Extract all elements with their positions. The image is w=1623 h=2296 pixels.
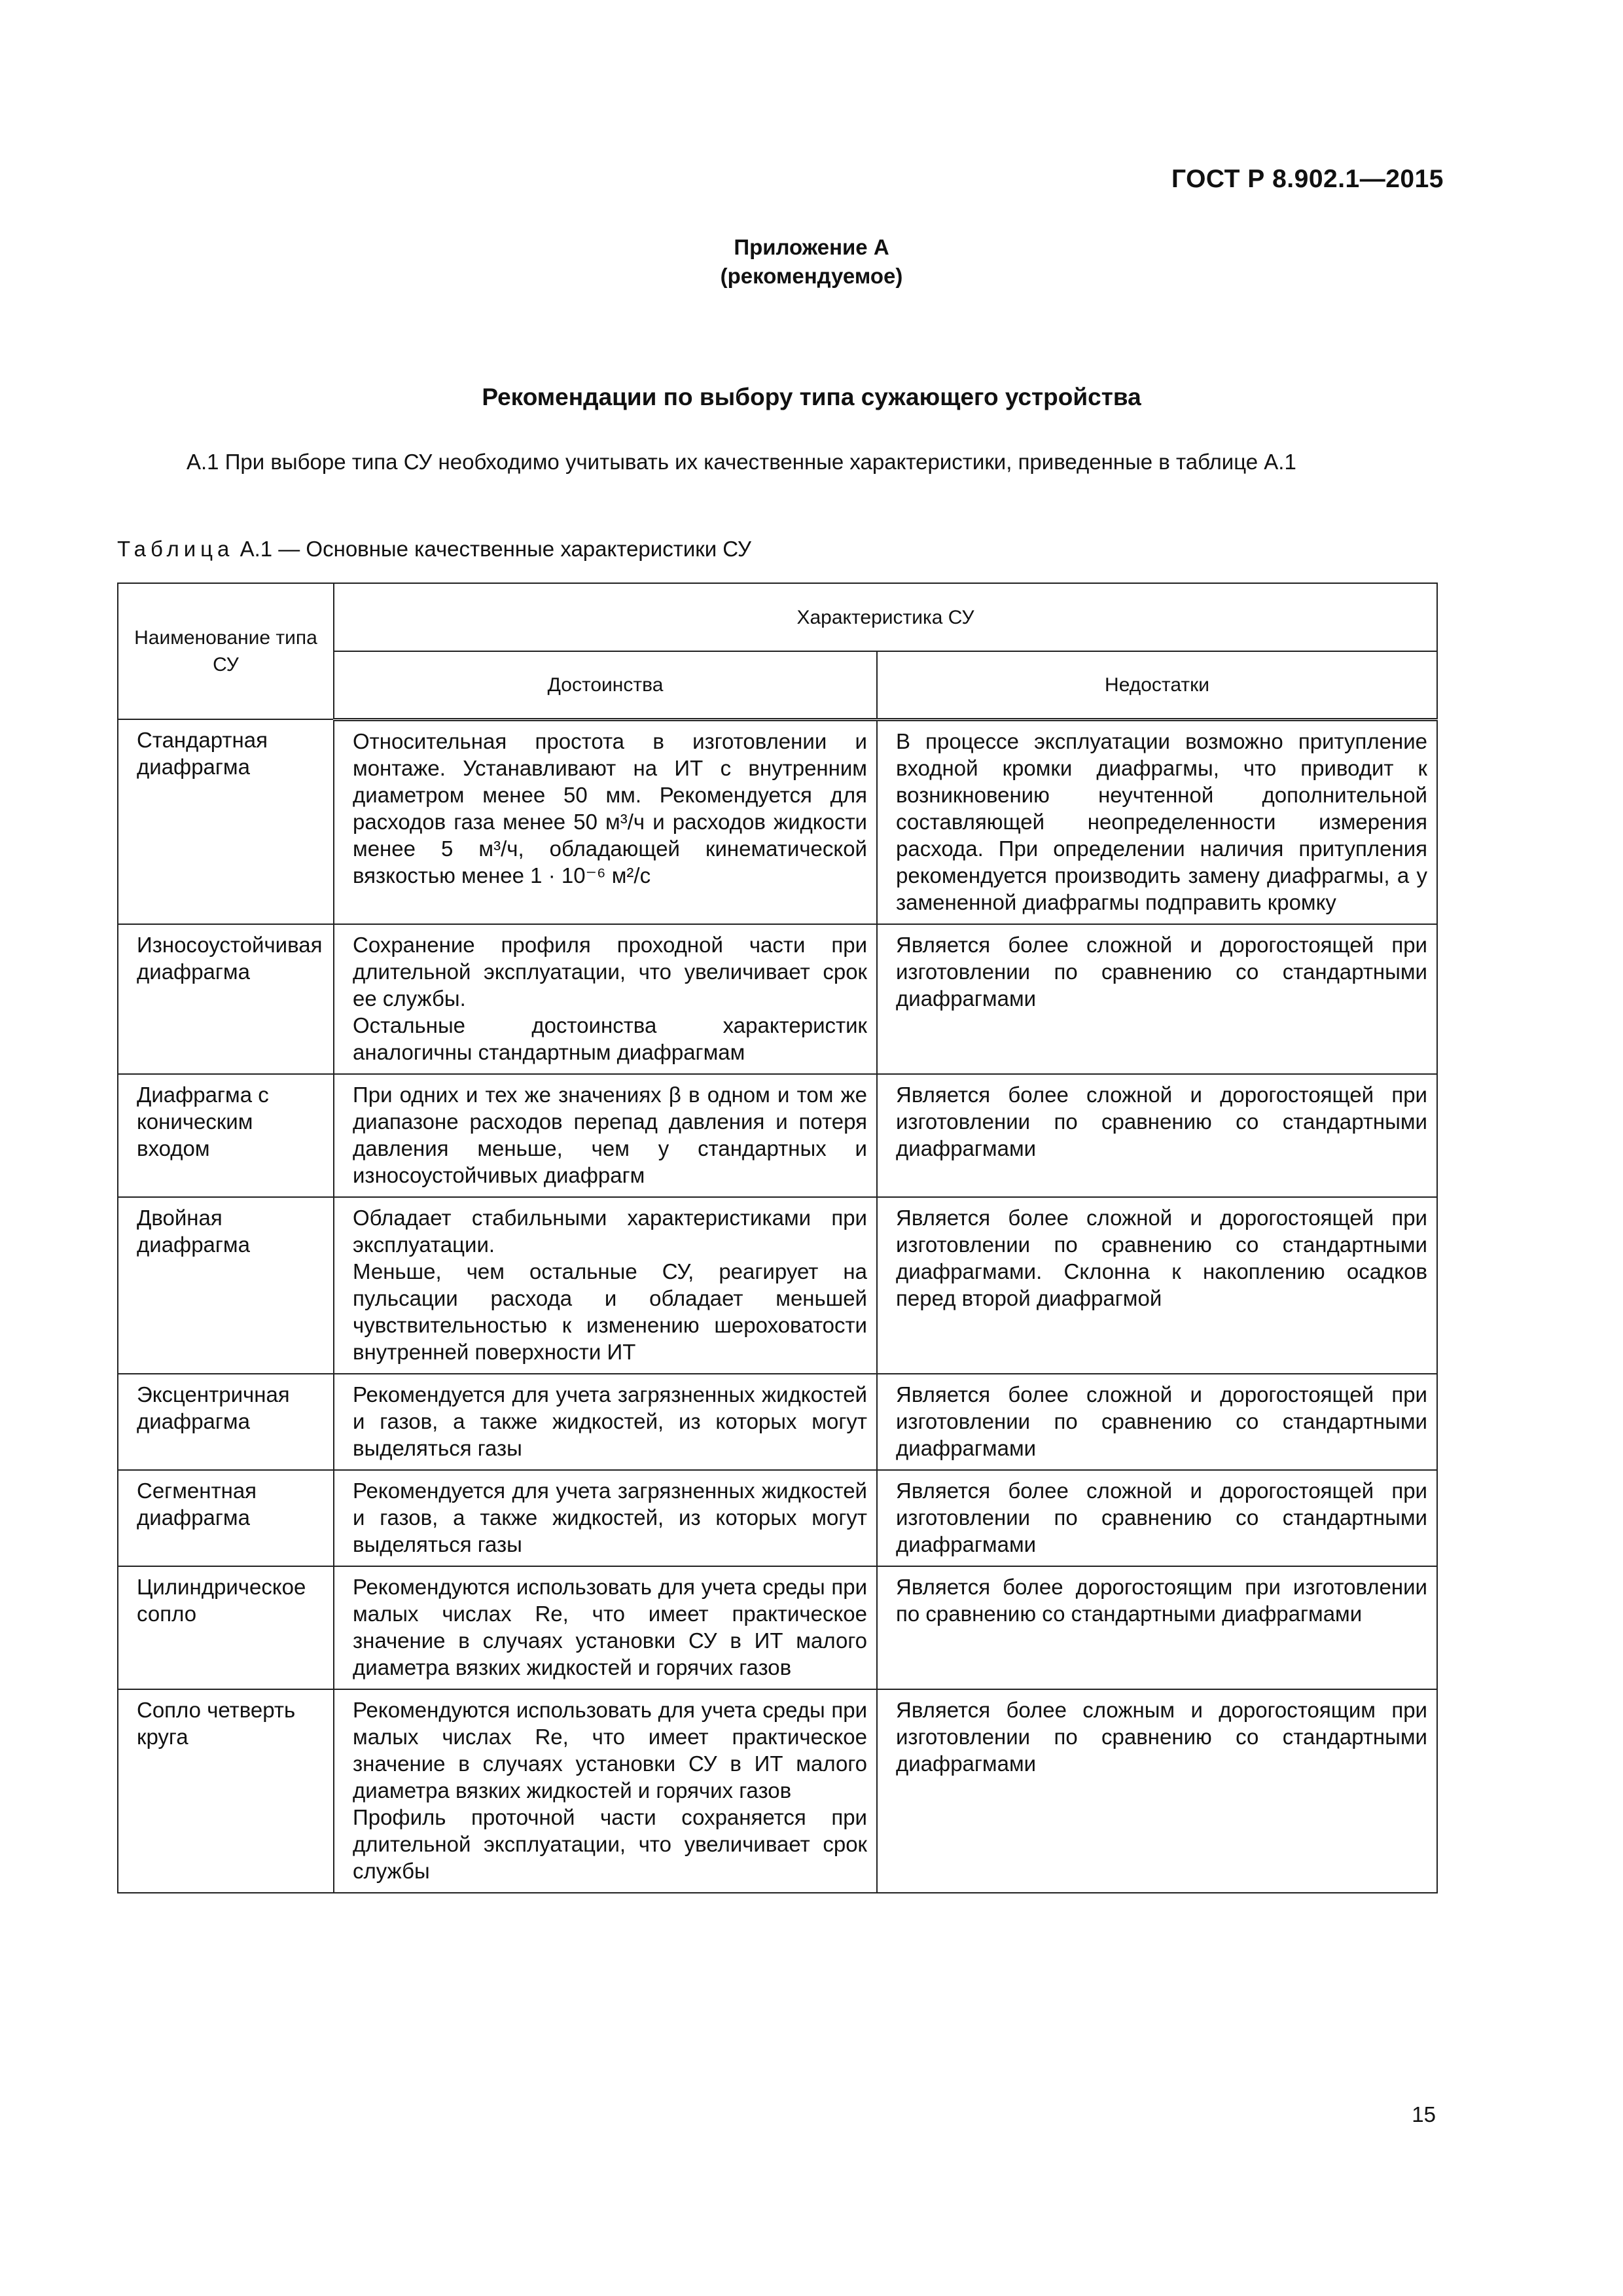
advantage-text: Профиль проточной части сохраняется при длительной эксплуатации, что увеличивает срок службы bbox=[353, 1804, 867, 1883]
table-row bbox=[118, 719, 1437, 924]
cell-type-name: Двойная диафрагма bbox=[118, 1197, 334, 1374]
table-row bbox=[118, 1374, 1437, 1470]
cell-type-name: Цилиндрическое сопло bbox=[118, 1566, 334, 1689]
cell-disadvantages bbox=[877, 1074, 1437, 1197]
section-title: Рекомендации по выбору типа сужающего устройства bbox=[482, 384, 1141, 410]
cell-advantages bbox=[334, 1074, 877, 1197]
advantage-text: Меньше, чем остальные СУ, реагирует на пульсации расхода и обладает меньшей чувствительностью к изменению шероховатости внутренней поверхности ИТ bbox=[353, 1259, 867, 1364]
advantage-text: При одних и тех же значениях β в одном и том же диапазоне расходов перепад давления и потеря давления меньше, чем у стандартных и износоустойчивых диафрагм bbox=[353, 1082, 867, 1187]
cell-type-name: Износоустойчивая диафрагма bbox=[118, 924, 334, 1074]
header-name: Наименование типа СУ bbox=[118, 583, 334, 719]
advantage-text: Остальные достоинства характеристик аналогичны стандартным диафрагмам bbox=[353, 1013, 867, 1064]
disadvantage-text: Является более сложной и дорогостоящей при изготовлении по сравнению со стандартными диафрагмами. Склонна к накоплению осадков перед второй диафрагмой bbox=[896, 1205, 1427, 1310]
cell-advantages bbox=[334, 1374, 877, 1470]
cell-disadvantages bbox=[877, 1197, 1437, 1374]
advantage-text: Относительная простота в изготовлении и монтаже. Устанавливают на ИТ с внутренним диаметром менее 50 мм. Рекомендуется для расходов газа менее 50 м³/ч и расходов жидкости менее 5 м³/ч, обладающей кинематической вязкостью менее 1 · 10⁻⁶ м²/с bbox=[353, 728, 867, 888]
table-caption-label: Таблица bbox=[117, 537, 234, 561]
table-body bbox=[118, 719, 1437, 1893]
cell-type-name: Сопло четверть круга bbox=[118, 1689, 334, 1893]
advantage-text: Рекомендуются использовать для учета среды при малых числах Re, что имеет практическое значение в случаях установки СУ в ИТ малого диаметра вязких жидкостей и горячих газов bbox=[353, 1574, 867, 1679]
cell-advantages bbox=[334, 1689, 877, 1893]
disadvantage-text: В процессе эксплуатации возможно притупление входной кромки диафрагмы, что приводит к возникновению неучтенной дополнительной составляющей неопределенности измерения расхода. При определении наличия притупления рекомендуется производить замену диафрагмы, а у замененной диафрагмы подправить кромку bbox=[896, 728, 1427, 914]
page-number: 15 bbox=[1412, 2102, 1436, 2126]
advantage-text: Рекомендуются использовать для учета среды при малых числах Re, что имеет практическое значение в случаях установки СУ в ИТ малого диаметра вязких жидкостей и горячих газов bbox=[353, 1697, 867, 1803]
table-caption bbox=[117, 537, 751, 562]
advantage-text: Рекомендуется для учета загрязненных жидкостей и газов, а также жидкостей, из которых могут выделяться газы bbox=[353, 1478, 867, 1556]
cell-disadvantages bbox=[877, 1470, 1437, 1566]
advantage-text: Рекомендуется для учета загрязненных жидкостей и газов, а также жидкостей, из которых могут выделяться газы bbox=[353, 1382, 867, 1460]
disadvantage-text: Является более дорогостоящим при изготовлении по сравнению со стандартными диафрагмами bbox=[896, 1574, 1427, 1626]
document-code: ГОСТ Р 8.902.1—2015 bbox=[1171, 165, 1444, 193]
table-row bbox=[118, 1197, 1437, 1374]
annex-status: (рекомендуемое) bbox=[720, 264, 903, 288]
cell-advantages bbox=[334, 1197, 877, 1374]
table-row bbox=[118, 1689, 1437, 1893]
cell-advantages bbox=[334, 1470, 877, 1566]
annex-heading bbox=[0, 233, 1623, 291]
table-row bbox=[118, 1566, 1437, 1689]
cell-disadvantages bbox=[877, 1374, 1437, 1470]
table-header bbox=[118, 583, 1437, 719]
cell-type-name: Эксцентричная диафрагма bbox=[118, 1374, 334, 1470]
cell-type-name: Диафрагма с коническим входом bbox=[118, 1074, 334, 1197]
table-row bbox=[118, 1074, 1437, 1197]
header-group: Характеристика СУ bbox=[334, 583, 1437, 651]
table-row bbox=[118, 1470, 1437, 1566]
cell-disadvantages bbox=[877, 1566, 1437, 1689]
cell-advantages bbox=[334, 719, 877, 924]
advantage-text: Сохранение профиля проходной части при длительной эксплуатации, что увеличивает срок ее службы. bbox=[353, 932, 867, 1011]
annex-title: Приложение А bbox=[734, 235, 889, 259]
characteristics-table bbox=[117, 583, 1438, 1893]
disadvantage-text: Является более сложной и дорогостоящей при изготовлении по сравнению со стандартными диафрагмами bbox=[896, 932, 1427, 1011]
disadvantage-text: Является более сложным и дорогостоящим при изготовлении по сравнению со стандартными диафрагмами bbox=[896, 1697, 1427, 1776]
disadvantage-text: Является более сложной и дорогостоящей при изготовлении по сравнению со стандартными диафрагмами bbox=[896, 1478, 1427, 1556]
intro-paragraph: А.1 При выборе типа СУ необходимо учитывать их качественные характеристики, приведенные в таблице А.1 bbox=[187, 450, 1296, 474]
disadvantage-text: Является более сложной и дорогостоящей при изготовлении по сравнению со стандартными диафрагмами bbox=[896, 1082, 1427, 1160]
cell-advantages bbox=[334, 1566, 877, 1689]
cell-disadvantages bbox=[877, 1689, 1437, 1893]
cell-disadvantages bbox=[877, 924, 1437, 1074]
header-disadvantages: Недостатки bbox=[877, 651, 1437, 719]
header-advantages: Достоинства bbox=[334, 651, 877, 719]
cell-type-name: Сегментная диафрагма bbox=[118, 1470, 334, 1566]
table-row bbox=[118, 924, 1437, 1074]
cell-disadvantages bbox=[877, 719, 1437, 924]
table-caption-text: А.1 — Основные качественные характеристики СУ bbox=[240, 537, 751, 561]
advantage-text: Обладает стабильными характеристиками при эксплуатации. bbox=[353, 1205, 867, 1257]
cell-advantages bbox=[334, 924, 877, 1074]
disadvantage-text: Является более сложной и дорогостоящей при изготовлении по сравнению со стандартными диафрагмами bbox=[896, 1382, 1427, 1460]
cell-type-name: Стандартная диафрагма bbox=[118, 719, 334, 924]
